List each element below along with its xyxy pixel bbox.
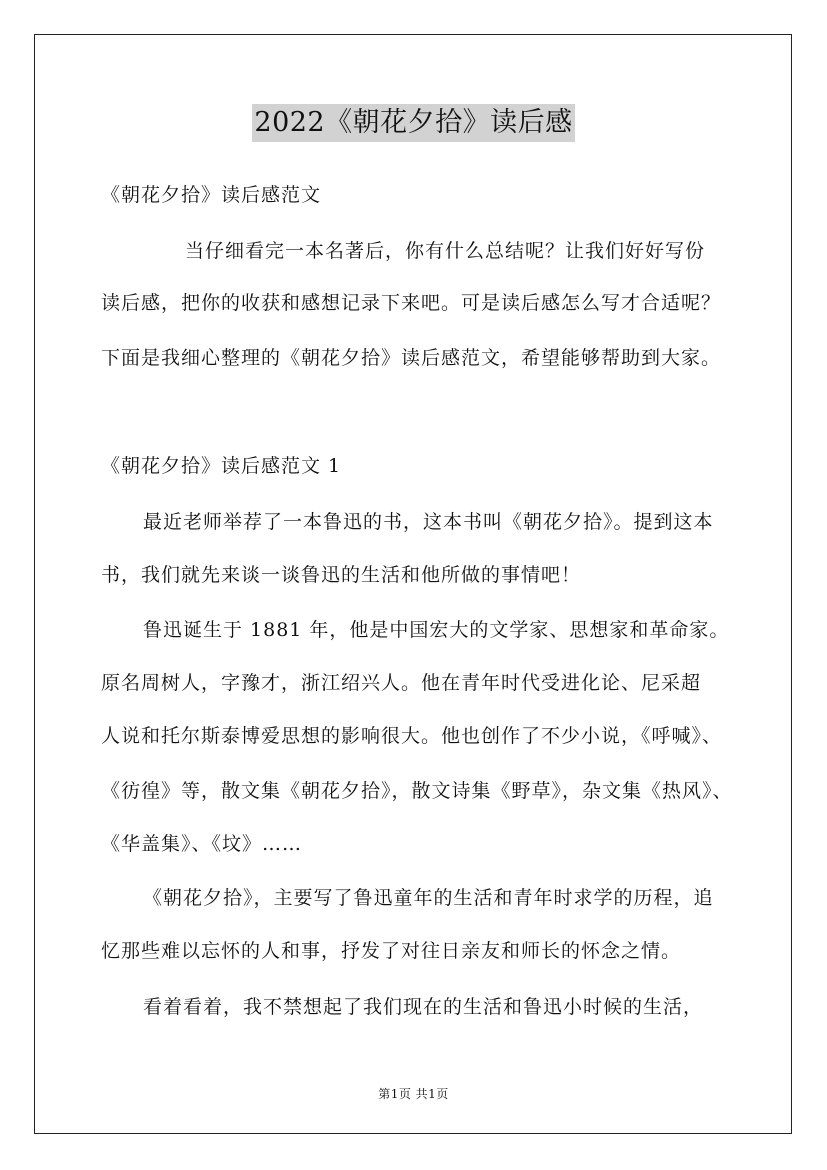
essay1-line-5: 人说和托尔斯泰博爱思想的影响很大。他也创作了不少小说，《呼喊》、 — [101, 725, 723, 747]
essay1-line-3: 鲁迅诞生于 1881 年，他是中国宏大的文学家、思想家和革命家。 — [143, 619, 730, 641]
essay1-line-1: 最近老师举荐了一本鲁迅的书，这本书叫《朝花夕拾》。提到这本 — [143, 511, 714, 533]
document-title-wrapper — [0, 104, 827, 142]
intro-heading: 《朝花夕拾》读后感范文 — [101, 184, 322, 206]
essay1-line-10: 看着看着，我不禁想起了我们现在的生活和鲁迅小时候的生活， — [143, 996, 704, 1018]
essay1-line-2: 书，我们就先来谈一谈鲁迅的生活和他所做的事情吧！ — [101, 564, 582, 586]
essay1-line-8: 《朝花夕拾》，主要写了鲁迅童年的生活和青年时求学的历程，追 — [143, 887, 714, 909]
intro-line-3: 下面是我细心整理的《朝花夕拾》读后感范文，希望能够帮助到大家。 — [101, 347, 722, 369]
essay1-line-7: 《华盖集》、《坟》…… — [101, 833, 303, 855]
document-title: 2022《朝花夕拾》读后感 — [252, 104, 574, 142]
intro-line-1: 当仔细看完一本名著后，你有什么总结呢？让我们好好写份 — [185, 240, 706, 262]
essay1-line-9: 忆那些难以忘怀的人和事，抒发了对往日亲友和师长的怀念之情。 — [101, 940, 682, 962]
intro-line-2: 读后感，把你的收获和感想记录下来吧。可是读后感怎么写才合适呢？ — [101, 292, 722, 314]
essay1-heading: 《朝花夕拾》读后感范文 1 — [101, 455, 342, 477]
essay1-line-4: 原名周树人，字豫才，浙江绍兴人。他在青年时代受进化论、尼采超 — [101, 672, 702, 694]
page-footer: 第1页 共1页 — [378, 1087, 449, 1101]
essay1-line-6: 《彷徨》等，散文集《朝花夕拾》，散文诗集《野草》，杂文集《热风》、 — [101, 780, 733, 802]
